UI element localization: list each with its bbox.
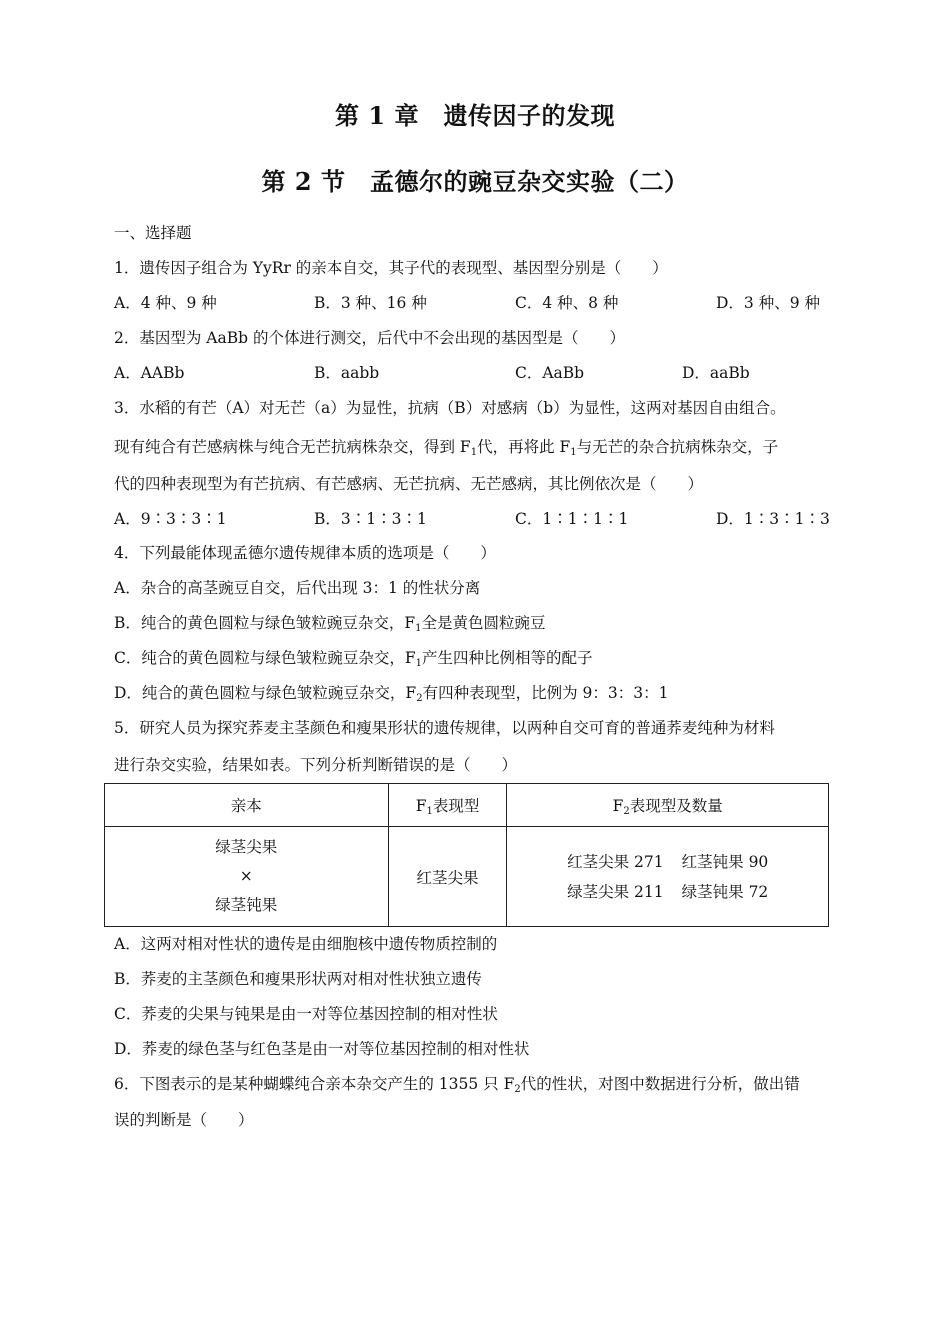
header-f1-phenotype: $F_1$表现型 [388,784,507,827]
q3-option-c: C．1∶1∶1∶1 [515,510,629,528]
question-6-line-1: 6．下图表示的是某种蝴蝶纯合亲本杂交产生的 1355 只 $F_2$代的性状，对图中数据进行分析，做出错 [114,1075,800,1095]
f2-red-pointed: 红茎尖果 271 [567,852,664,871]
section-label: 一、选择题 [114,224,192,242]
q4-option-a: A．杂合的高茎豌豆自交，后代出现 3：1 的性状分离 [114,579,481,597]
cell-parents [105,827,389,927]
question-5-line-1: 5．研究人员为探究荞麦主茎颜色和瘦果形状的遗传规律，以两种自交可育的普通荞麦纯种为材料 [114,719,775,737]
q4-option-b: B．纯合的黄色圆粒与绿色皱粒豌豆杂交，$F_1$全是黄色圆粒豌豆 [114,614,546,634]
q5-option-c: C．荞麦的尖果与钝果是由一对等位基因控制的相对性状 [114,1005,498,1023]
question-6-line-2: 误的判断是（ ） [114,1111,254,1129]
q1-option-b: B．3 种、16 种 [314,294,427,312]
f2-green-pointed: 绿茎尖果 211 [567,882,664,901]
cell-f1: 红茎尖果 [388,827,507,927]
q5-option-b: B．荞麦的主茎颜色和瘦果形状两对相对性状独立遗传 [114,970,482,988]
q2-option-d: D．aaBb [682,364,750,382]
q2-option-c: C．AaBb [515,364,585,382]
q1-option-d: D．3 种、9 种 [716,294,821,312]
chapter-title: 第 1 章 遗传因子的发现 [335,101,615,130]
q5-option-d: D．荞麦的绿色茎与红色茎是由一对等位基因控制的相对性状 [114,1040,530,1058]
parent-2: 绿茎钝果 [215,896,278,914]
table-row [105,827,829,927]
q1-option-a: A．4 种、9 种 [114,294,217,312]
question-3-line-3: 代的四种表现型为有芒抗病、有芒感病、无芒抗病、无芒感病，其比例依次是（ ） [114,475,704,493]
header-parents: 亲本 [105,784,389,827]
table-header-row [105,784,829,827]
q3-option-a: A．9∶3∶3∶1 [114,510,227,528]
parent-1: 绿茎尖果 [215,838,278,856]
q3-option-b: B．3∶1∶3∶1 [314,510,427,528]
cross-results-table [104,783,829,927]
q4-option-d: D．纯合的黄色圆粒与绿色皱粒豌豆杂交，$F_2$有四种表现型，比例为 9：3：3：1 [114,684,669,704]
q2-option-b: B．aabb [314,364,380,382]
q5-option-a: A．这两对相对性状的遗传是由细胞核中遗传物质控制的 [114,935,498,953]
section-title: 第 2 节 孟德尔的豌豆杂交实验（二） [261,167,689,196]
question-2-stem: 2．基因型为 AaBb 的个体进行测交，后代中不会出现的基因型是（ ） [114,329,625,347]
question-3-line-1: 3．水稻的有芒（A）对无芒（a）为显性，抗病（B）对感病（b）为显性，这两对基因自由组合。 [114,399,786,417]
q4-option-c: C．纯合的黄色圆粒与绿色皱粒豌豆杂交，$F_1$产生四种比例相等的配子 [114,649,593,669]
q1-option-c: C．4 种、8 种 [515,294,619,312]
q2-option-a: A．AABb [114,364,185,382]
question-4-stem: 4．下列最能体现孟德尔遗传规律本质的选项是（ ） [114,544,496,562]
cell-f2 [507,827,829,927]
q3-option-d: D．1∶3∶1∶3 [716,510,830,528]
question-5-line-2: 进行杂交实验，结果如表。下列分析判断错误的是（ ） [114,756,518,774]
f2-green-blunt: 绿茎钝果 72 [681,882,769,901]
question-3-line-2: 现有纯合有芒感病株与纯合无芒抗病株杂交，得到 $F_1$代，再将此 $F_1$与无芒的杂合抗病株杂交，子 [114,438,779,458]
cross-symbol: × [239,867,253,885]
question-1-stem: 1．遗传因子组合为 YyRr 的亲本自交，其子代的表现型、基因型分别是（ ） [114,259,668,277]
header-f2-phenotype-count: $F_2$表现型及数量 [507,784,829,827]
f2-red-blunt: 红茎钝果 90 [681,852,769,871]
